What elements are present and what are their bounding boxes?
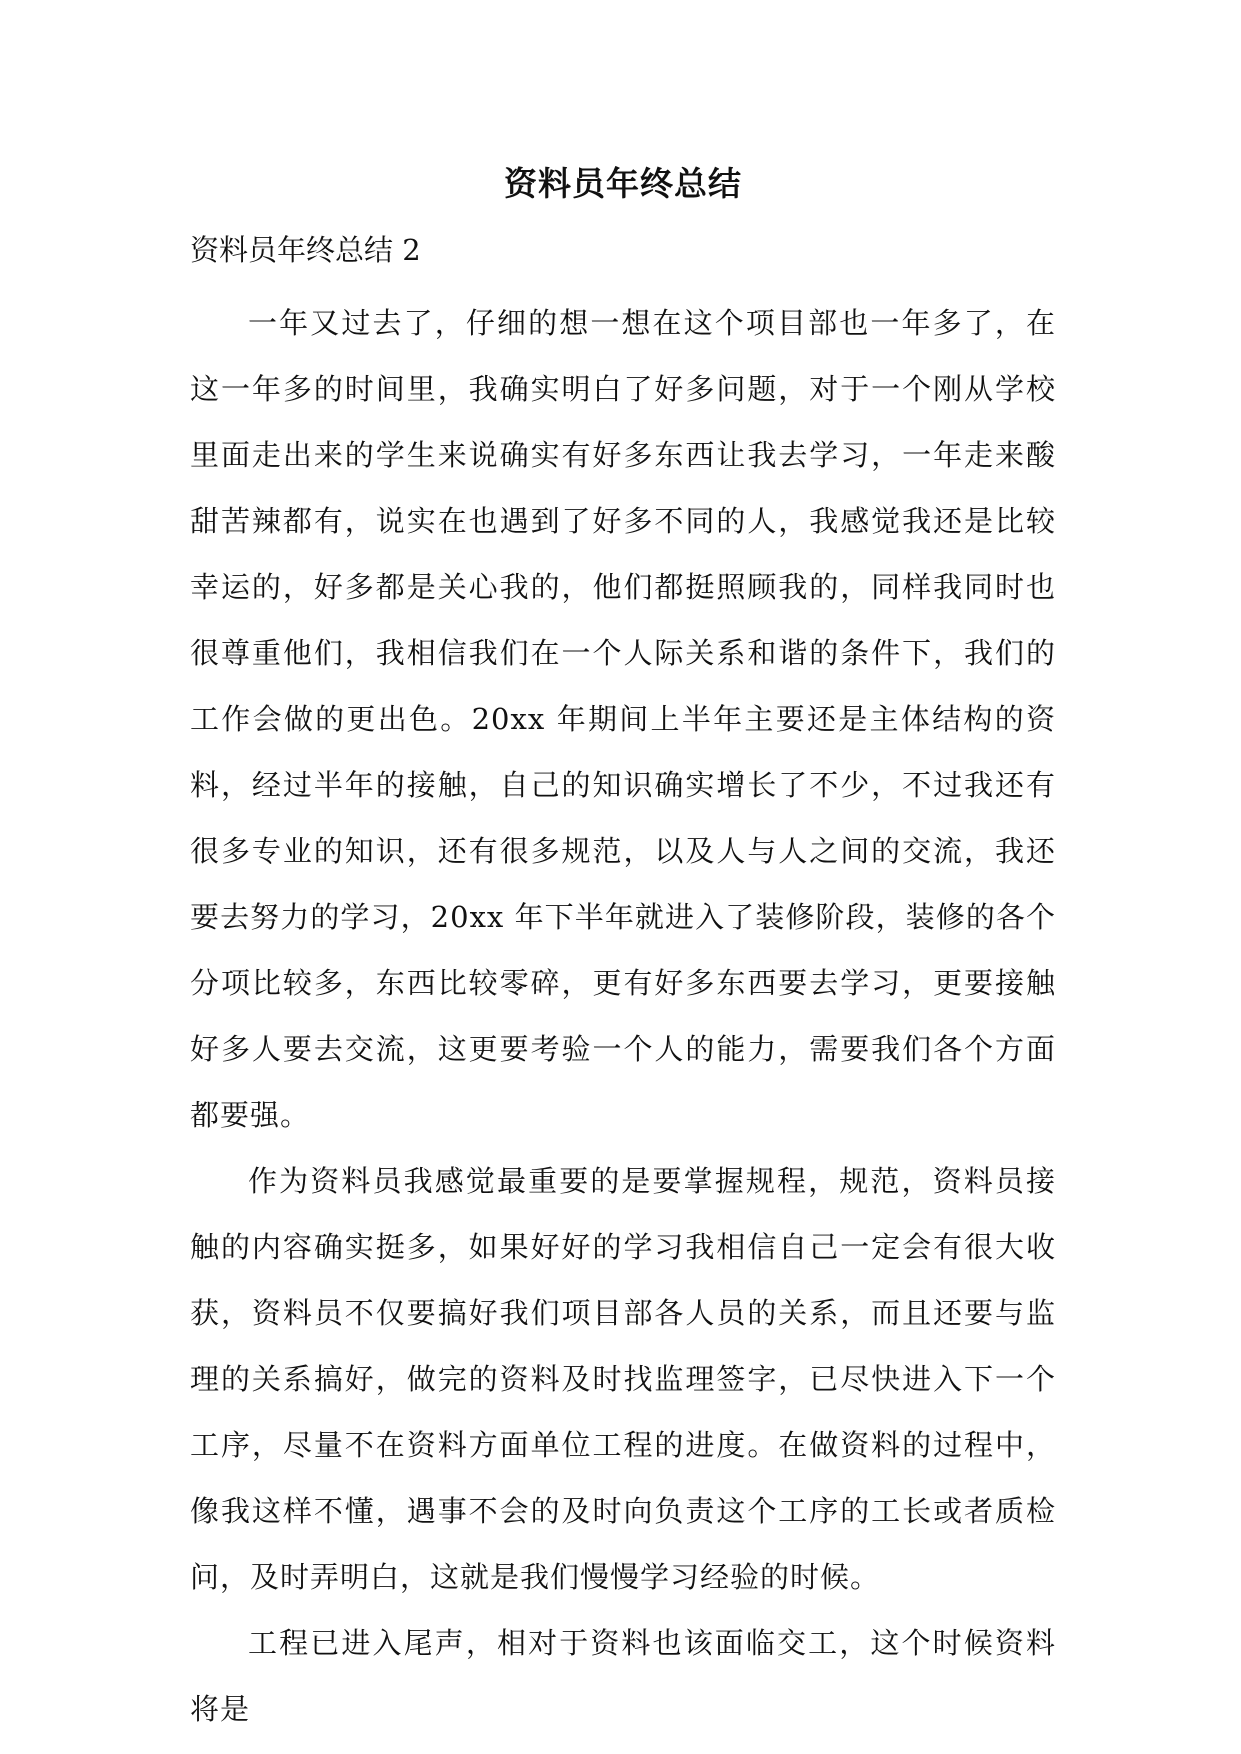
document-subtitle: 资料员年终总结 2 [190, 233, 421, 267]
paragraph-1: 一年又过去了，仔细的想一想在这个项目部也一年多了，在这一年多的时间里，我确实明白了好多问题，对于一个刚从学校里面走出来的学生来说确实有好多东西让我去学习，一年走来酸甜苦辣都有，说实在也遇到了好多不同的人，我感觉我还是比较幸运的，好多都是关心我的，他们都挺照顾我的，同样我同时也很尊重他们，我相信我们在一个人际关系和谐的条件下，我们的工作会做的更出色。20xx 年期间上半年主要还是主体结构的资料，经过半年的接触，自己的知识确实增长了不少，不过我还有很多专业的知识，还有很多规范，以及人与人之间的交流，我还要去努力的学习，20xx 年下半年就进入了装修阶段，装修的各个分项比较多，东西比较零碎，更有好多东西要去学习，更要接触好多人要去交流，这更要考验一个人的能力，需要我们各个方面都要强。 [190, 306, 1056, 1132]
paragraph-3: 工程已进入尾声，相对于资料也该面临交工，这个时候资料将是 [190, 1626, 1056, 1726]
paragraph-2: 作为资料员我感觉最重要的是要掌握规程，规范，资料员接触的内容确实挺多，如果好好的学习我相信自己一定会有很大收获，资料员不仅要搞好我们项目部各人员的关系，而且还要与监理的关系搞好，做完的资料及时找监理签字，已尽快进入下一个工序，尽量不在资料方面单位工程的进度。在做资料的过程中，像我这样不懂，遇事不会的及时向负责这个工序的工长或者质检问，及时弄明白，这就是我们慢慢学习经验的时候。 [190, 1164, 1056, 1594]
document-title: 资料员年终总结 [504, 164, 742, 203]
document-content [190, 160, 1056, 1742]
